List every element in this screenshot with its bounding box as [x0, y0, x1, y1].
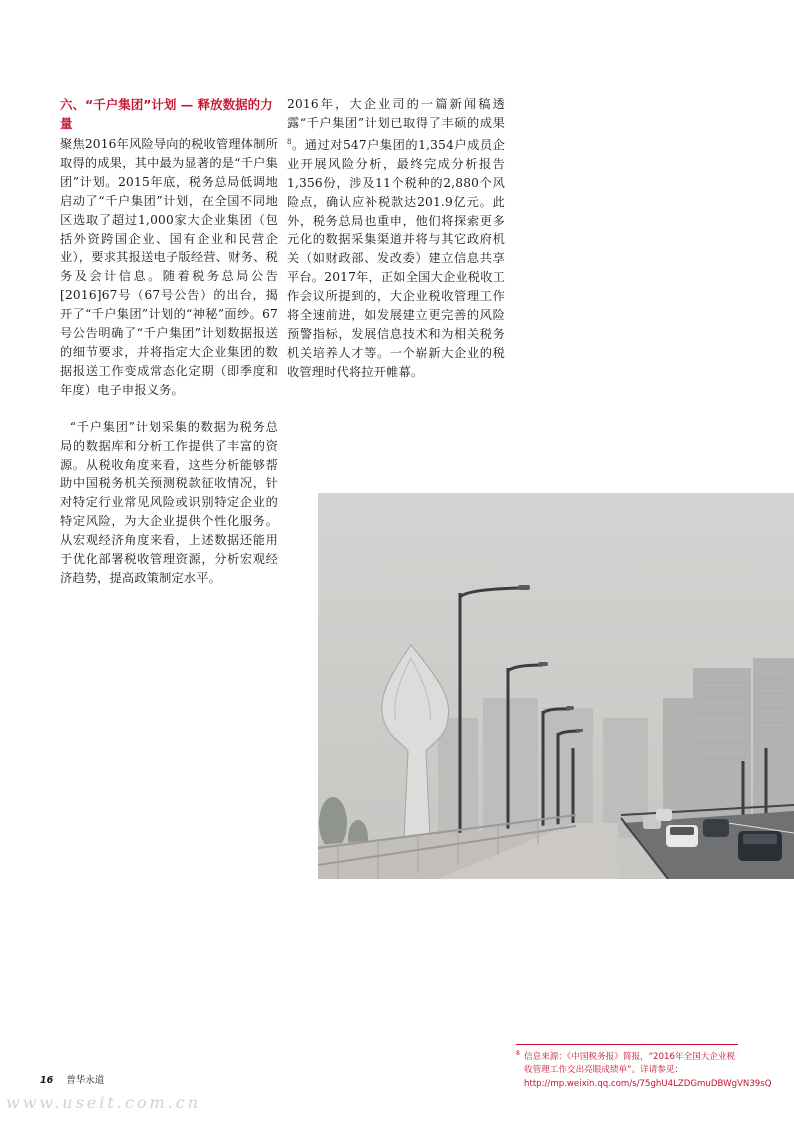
footnote: [516, 1047, 772, 1092]
left-paragraph-2: “千户集团”计划采集的数据为税务总局的数据库和分析工作提供了丰富的资源。从税收角度来看，这些分析能够帮助中国税务机关预测税款征收情况，针对特定行业常见风险或识别特定企业的特定风险，为大企业提供个性化服务。从宏观经济角度来看，上述数据还能用于优化部署税收管理资源，分析宏观经济趋势，提高政策制定水平。: [60, 419, 278, 585]
right-paragraph-1-rest: 。通过对547户集团的1,354户成员企业开展风险分析，最终完成分析报告1,356份，涉及11个税种的2,880个风险点，确认应补税款达201.9亿元。此外，税务总局也重申，他们将探索更多元化的数据采集渠道并将与其它政府机关（如财政部、发改委）建立信息共享平台。2017年，正如全国大企业税收工作会议所提到的，大企业税收管理工作将全速前进，如发展建立更完善的风险预警指标，发展信息技术和为相关税务机关培养人才等。一个崭新大企业的税收管理时代将拉开帷幕。: [287, 137, 505, 379]
right-paragraph-1-lead: 2016年，大企业司的一篇新闻稿透露“千户集团”计划已取得了丰硕的成果: [287, 97, 505, 130]
page-number: 16: [40, 1075, 54, 1086]
footnote-text: 信息来源：《中国税务报》简报，“2016年全国大企业税收管理工作交出亮眼成绩单”。详请参见：http://mp.weixin.qq.com/s/75ghU4LZDGmuDBWgVN39sQ: [524, 1051, 772, 1090]
left-paragraph-1: 聚焦2016年风险导向的税收管理体制所取得的成果，其中最为显著的是“千户集团”计划。2015年底，税务总局低调地启动了“千户集团”计划，在全国不同地区选取了超过1,000家大企业集团（包括外资跨国企业、国有企业和民营企业），要求其报送电子版经营、财务、税务及会计信息。随着税务总局公告[2016]67号（67号公告）的出台，揭开了“千户集团”计划的“神秘”面纱。67号公告明确了“千户集团”计划数据报送的细节要求，并将指定大企业集团的数据报送工作变成常态化定期（即季度和年度）电子申报义务。: [60, 137, 278, 397]
right-paragraph-1: [287, 95, 505, 382]
watermark: www.useit.com.cn: [6, 1093, 202, 1112]
page-folio: [40, 1072, 104, 1086]
section-heading: 六、“千户集团”计划 — 释放数据的力量: [60, 97, 273, 131]
publication-name: 普华永道: [66, 1075, 105, 1086]
footnote-divider: [516, 1044, 738, 1045]
photo-hazy-city-bridge: [318, 493, 794, 879]
photo-illustration: [318, 493, 794, 879]
left-column: [60, 95, 278, 588]
footnote-mark: 8: [516, 1050, 520, 1057]
footnote-reference: 8: [287, 137, 292, 146]
right-column: [287, 95, 505, 382]
